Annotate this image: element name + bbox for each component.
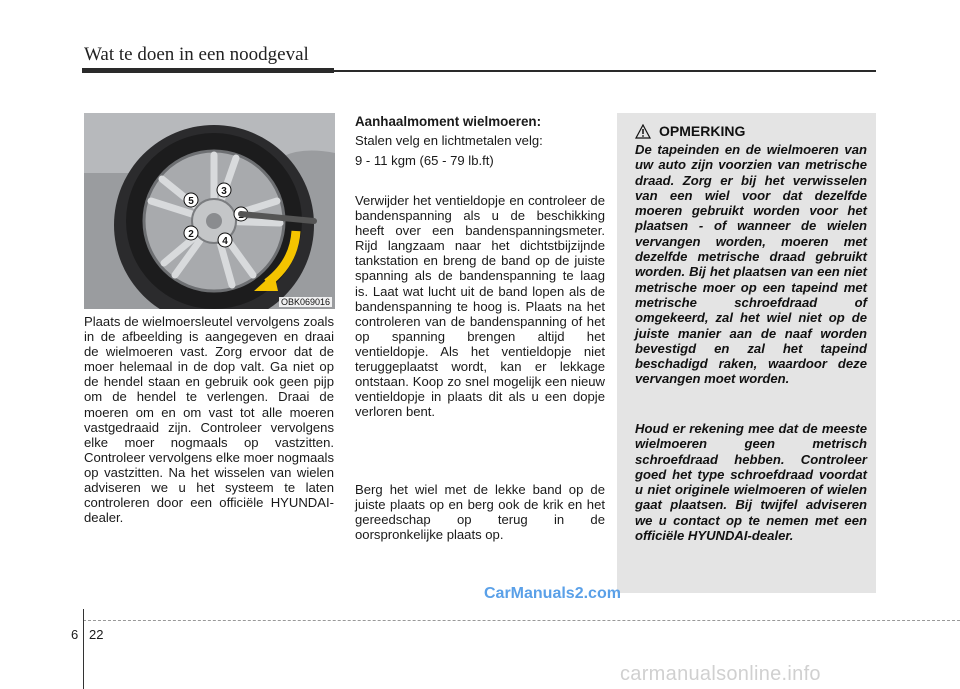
- note-paragraph-1: De tapeinden en de wielmoeren van uw auto zijn voorzien van metrische draad. Zorg er bij het verwisselen van een wiel voor dat dezelfde moeren gebruikt worden voor het plaatsen - of wanneer de wielen vervangen worden, moeren met dezelfde metrische draad gebruikt worden. Bij het plaatsen van een niet metrische moer op een tapeind met metrische schroefdraad of omgekeerd, zal het wiel niet op de juiste manier aan de naaf worden bevestigd en zal het tapeind beschadigd raken, waardoor deze vervangen moet worden.: [635, 142, 867, 387]
- nut-label-5: 5: [188, 196, 194, 207]
- footer-divider: [83, 609, 84, 689]
- nut-label-3: 3: [221, 186, 227, 197]
- header-rule-thin: [334, 70, 876, 72]
- torque-heading: Aanhaalmoment wielmoeren:: [355, 114, 542, 129]
- site-watermark-link[interactable]: CarManuals2.com: [484, 585, 621, 602]
- hub-cap: [206, 213, 222, 229]
- footer-rule: [83, 620, 960, 622]
- note-title: OPMERKING: [659, 123, 746, 139]
- wheel-svg: [84, 113, 335, 309]
- note-header: [635, 123, 745, 139]
- tire-pressure-paragraph: Verwijder het ventieldopje en controleer de bandenspanning als u de beschikking heeft over een bandenspanningsmeter. Rijd langzaam naar het dichtstbijzijnde tankstation en breng de band op de juiste spanning als de bandenspanning te laag is. Laat wat lucht uit de band lopen als de bandenspanning te hoog is. Plaats na het controleren van de bandenspanning of het op spanning brengen altijd het ventieldopje. Als het ventieldopje niet teruggeplaatst wordt, kan er lekkage ontstaan. Koop zo snel mogelijk een nieuw ventieldopje in plaats dit als u een dopje verloren bent.: [355, 193, 605, 420]
- chapter-number: 6: [71, 627, 79, 642]
- warning-icon: [635, 124, 651, 139]
- instruction-paragraph: Plaats de wielmoersleutel vervolgens zoals in de afbeelding is aangegeven en draai de wielmoeren vast. Zorg ervoor dat de moer helemaal in de dop valt. Ga niet op de hendel staan en gebruik ook geen pijp om de hendel te verlengen. Draai de moeren om en om vast tot alle moeren vastgedraaid zijn. Controleer vervolgens elke moer nogmaals op vastzitten. Controleer vervolgens elke moer nogmaals op vastzitten. Na het wisselen van wielen adviseren we u het systeem te laten controleren door een officiële HYUNDAI-dealer.: [84, 314, 334, 526]
- note-paragraph-2: Houd er rekening mee dat de meeste wielmoeren geen metrisch schroefdraad hebben. Controleer goed het type schroefdraad voordat u niet originele wielmoeren of wielen gaat plaatsen. Bij twijfel adviseren we u contact op te nemen met een officiële HYUNDAI-dealer.: [635, 421, 867, 544]
- nut-label-2: 2: [188, 229, 194, 240]
- figure-code: OBK069016: [280, 297, 330, 307]
- page-header-title: Wat te doen in een noodgeval: [84, 44, 309, 65]
- bottom-watermark: carmanualsonline.info: [620, 663, 821, 685]
- torque-value-line: 9 - 11 kgm (65 - 79 lb.ft): [355, 153, 494, 168]
- rim-type-line: Stalen velg en lichtmetalen velg:: [355, 133, 543, 148]
- header-rule: [82, 68, 334, 73]
- nut-label-4: 4: [222, 236, 228, 247]
- wheel-illustration: [84, 113, 335, 309]
- storage-paragraph: Berg het wiel met de lekke band op de juiste plaats op en berg ook de krik en het gereedschap op terug in de oorspronkelijke plaats op.: [355, 482, 605, 543]
- note-box: [617, 113, 876, 593]
- page-number: 22: [89, 627, 104, 642]
